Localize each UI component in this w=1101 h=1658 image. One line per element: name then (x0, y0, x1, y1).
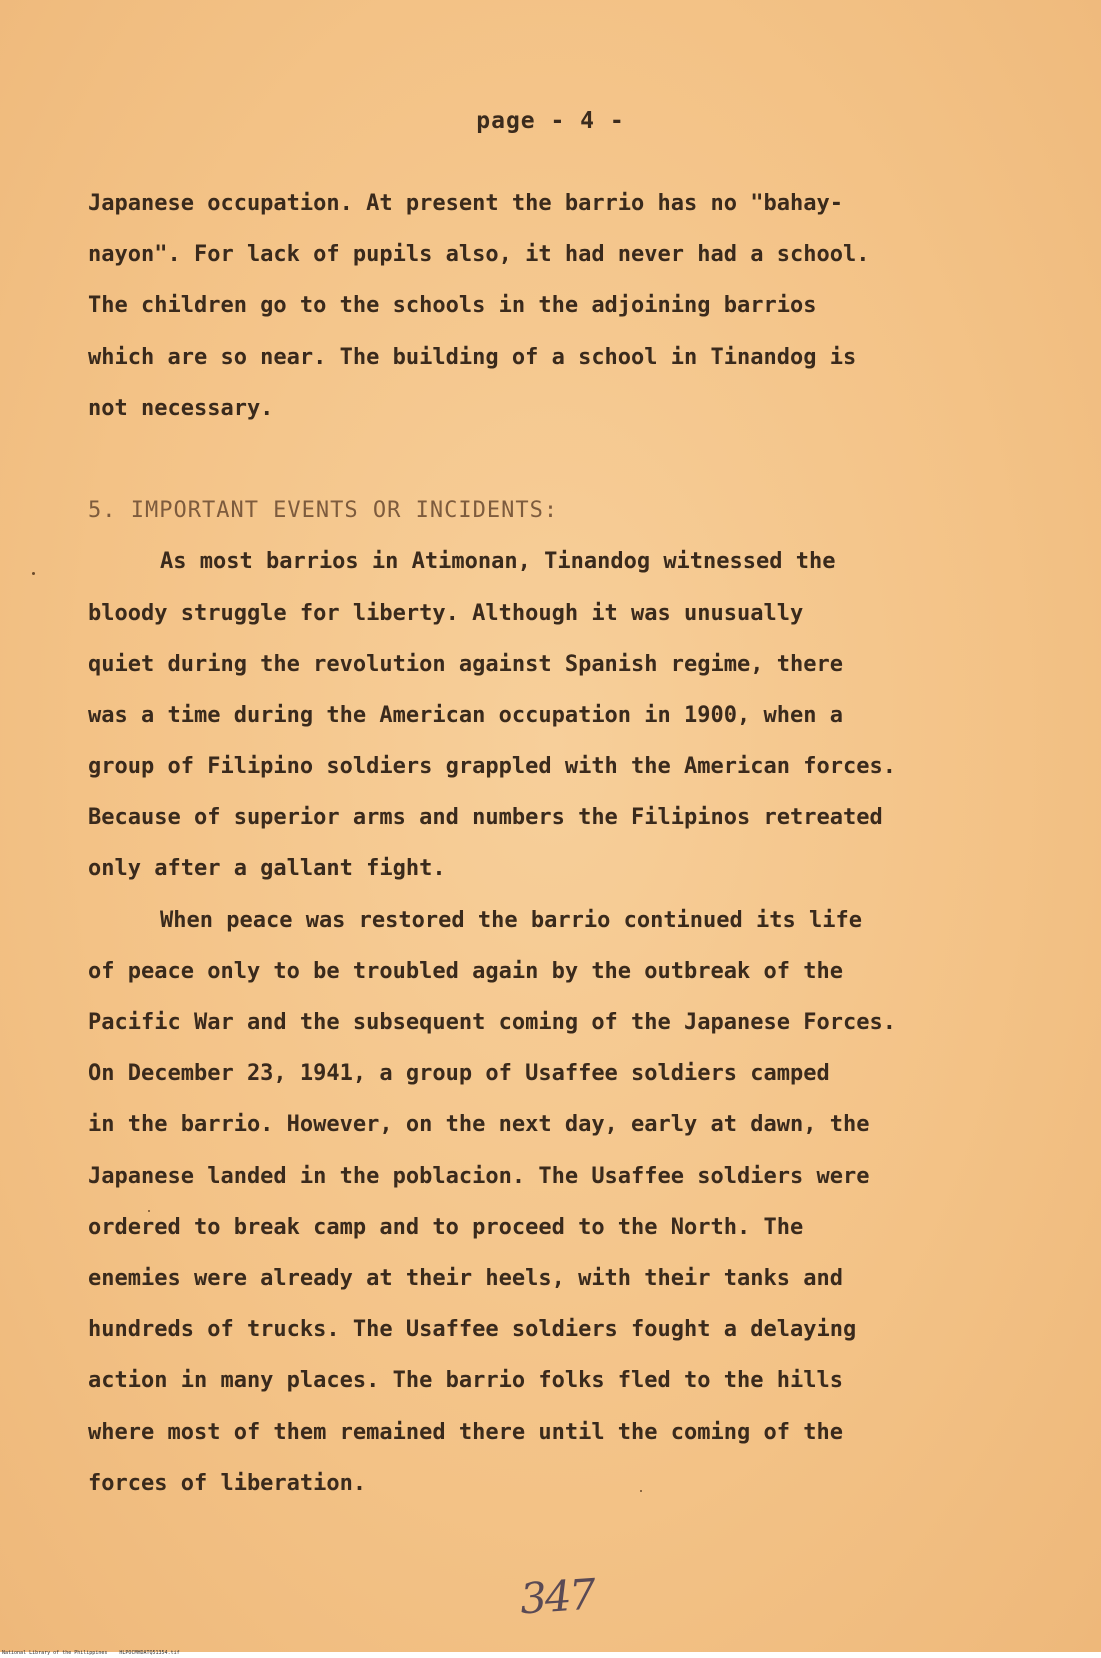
text-line: was a time during the American occupation in 1900, when a (88, 702, 843, 728)
text-line: When peace was restored the barrio continued its life (160, 907, 862, 933)
text-line: not necessary. (88, 395, 274, 421)
text-line: which are so near. The building of a school in Tinandog is (88, 344, 857, 370)
section-heading: 5. IMPORTANT EVENTS OR INCIDENTS: (88, 498, 559, 524)
text-line: ordered to break camp and to proceed to the North. The (88, 1214, 804, 1240)
document-body (88, 178, 1018, 1509)
text-line: Because of superior arms and numbers the Filipinos retreated (88, 805, 883, 831)
text-line: of peace only to be troubled again by the outbreak of the (88, 958, 843, 984)
text-line: action in many places. The barrio folks fled to the hills (88, 1368, 843, 1394)
text-line: group of Filipino soldiers grappled with the American forces. (88, 754, 896, 780)
spacer (88, 434, 1018, 485)
page-number: page - 4 - (476, 108, 625, 134)
text-line: Pacific War and the subsequent coming of the Japanese Forces. (88, 1010, 896, 1035)
text-line: bloody struggle for liberty. Although it was unusually (88, 600, 804, 626)
text-line: The children go to the schools in the adjoining barrios (88, 293, 817, 319)
handwritten-page-mark: 347 (518, 1569, 596, 1624)
text-line: where most of them remained there until the coming of the (88, 1419, 843, 1445)
text-line: hundreds of trucks. The Usaffee soldiers fought a delaying (88, 1317, 857, 1343)
text-line: nayon". For lack of pupils also, it had never had a school. (88, 242, 870, 268)
paper-speck (148, 1210, 150, 1212)
text-line: in the barrio. However, on the next day, early at dawn, the (88, 1112, 870, 1138)
scan-footer-text: National Library of the Philippines HLPOCMHDATQ51354.tif (2, 1650, 180, 1656)
text-line: Japanese landed in the poblacion. The Usaffee soldiers were (88, 1163, 870, 1189)
text-line: quiet during the revolution against Spanish regime, there (88, 651, 843, 677)
text-line: As most barrios in Atimonan, Tinandog witnessed the (160, 549, 836, 575)
text-line: forces of liberation. (88, 1470, 367, 1496)
paper-speck (640, 1490, 642, 1492)
text-line: On December 23, 1941, a group of Usaffee soldiers camped (88, 1061, 830, 1087)
text-line: only after a gallant fight. (88, 856, 446, 882)
text-line: Japanese occupation. At present the barrio has no "bahay- (88, 191, 843, 216)
paper-speck (32, 572, 35, 575)
text-line: enemies were already at their heels, with their tanks and (88, 1265, 843, 1291)
